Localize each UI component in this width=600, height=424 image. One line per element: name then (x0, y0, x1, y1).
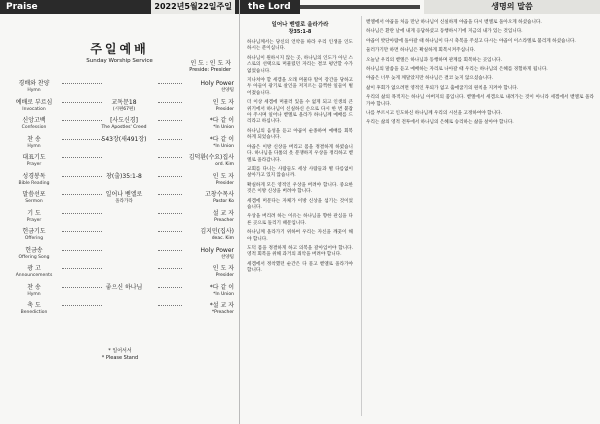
order-leader (189, 154, 234, 168)
leader-dots (158, 250, 182, 251)
order-leader-main: 인 도 자 (212, 265, 234, 272)
header-stripe (300, 5, 420, 9)
order-label-ko: 기 도 (27, 209, 41, 217)
sermon-paragraph: 하나님이 원하시지 않는 곳, 하나님의 인도가 아닌 스스로의 선택으로 머물렀던 자리는 결코 평안할 수가 없었습니다. (247, 55, 353, 74)
order-leader-main: 인 도 자 (212, 98, 234, 106)
order-leader-main: Holy Power (200, 246, 234, 254)
order-leader (213, 173, 234, 187)
order-label-ko: 헌금기도 (22, 228, 46, 235)
sermon-reference: 창35:1-8 (288, 29, 312, 35)
order-row (4, 228, 236, 247)
leader-dots (158, 139, 182, 140)
officiant (189, 60, 231, 74)
order-leader-main: *다 같 이 (209, 117, 234, 124)
order-label-ko: 신앙고백 (22, 117, 46, 124)
order-label (4, 247, 64, 261)
order-leader-main: Holy Power (200, 80, 234, 87)
order-label (4, 173, 64, 187)
sermon-paragraph: 야곱이 밧단아람에 돌아갈 때 하나님이 다시 축복을 주셨고 다시는 야곱이 이스라엘로 불리게 하셨습니다. (366, 38, 576, 44)
order-detail-main: [사도신경] (110, 117, 138, 124)
leader-dots (158, 194, 182, 195)
order-leader-en: Preacher (214, 217, 234, 223)
order-row (4, 154, 236, 173)
order-label-ko: 대표기도 (22, 154, 46, 161)
sermon-paragraph: 우리는 삶의 영적 전투에서 하나님의 은혜로 승리하는 삶을 살아야 합니다. (366, 120, 514, 126)
leader-dots (158, 287, 182, 288)
stand-note-ko: * 일어서서 (108, 348, 132, 354)
order-label-ko: 경배와 찬양 (18, 80, 50, 87)
sermon-title: 일어나 벧엘로 올라가라 (271, 22, 329, 28)
leader-dots (158, 176, 182, 177)
stand-note (0, 348, 240, 362)
leader-dots (62, 268, 102, 269)
order-leader-main: *다 같 이 (209, 283, 234, 291)
order-leader (213, 265, 234, 279)
order-label-en: Hymn (27, 143, 41, 149)
order-leader-en: Pastor Ko (213, 199, 234, 204)
order-label-ko: 광 고 (27, 265, 41, 272)
leader-dots (158, 120, 182, 121)
order-label-en: Prayer (26, 217, 42, 223)
praise-tag: Praise (6, 2, 38, 12)
order-leader (210, 302, 234, 316)
sermon-paragraph: 우상을 버리려 하는 이유는 하나님을 향한 관심을 다른 곳으로 돌리기 때문입니다. (247, 214, 353, 226)
leader-dots (62, 83, 102, 84)
order-leader-en: ord. Kim (215, 162, 234, 167)
sermon-paragraph: 더 이상 세겜에 머물러 있을 수 없게 되고 인생의 큰 위기에서 하나님이 신실하신 손으로 다시 한 번 붙잡아 주시며 일어나 벧엘로 올라가 하나님께 예배를 드리라고 하십니다. (247, 100, 353, 125)
leader-dots (158, 231, 182, 232)
order-row (4, 173, 236, 192)
order-label-ko: 축 도 (27, 302, 41, 309)
order-row (4, 210, 236, 229)
order-leader-en: *In Union (213, 143, 234, 149)
order-leader-en: Presider (215, 106, 234, 112)
order-leader (213, 99, 234, 113)
order-of-service (4, 80, 236, 321)
sermon-paragraph: 도덕 몸을 정결하게 하고 의복을 갈아입어야 합니다. 영적 회복을 위해 과거의 죄악을 버려야 합니다. (247, 245, 353, 258)
sermon-paragraph: 오늘날 우리의 벧엘은 하나님과 동행하며 관계를 회복하는 곳입니다. (366, 57, 502, 63)
order-row (4, 302, 236, 321)
order-leader (210, 136, 234, 150)
order-label (4, 302, 64, 316)
order-label-en: Prayer (26, 162, 42, 167)
order-label-en: Hymn (27, 88, 41, 93)
leader-dots (62, 231, 102, 232)
order-leader-en: 찬양팀 (220, 254, 234, 260)
leader-dots (62, 305, 102, 306)
order-label-ko: 성경봉독 (22, 172, 46, 180)
sermon-paragraph: 하나님의 음성을 듣고 야곱이 순종하여 예배를 회복하게 되었습니다. (247, 128, 353, 141)
order-detail-sub: 올라가라 (115, 199, 133, 204)
order-label-en: Bible Reading (18, 180, 50, 186)
sermon-paragraph: 야곱은 이방 신상을 버리고 몸을 정결하게 하였습니다. 하나님을 다툼의 옷 분쟁하지 우상을 정리하고 벧엘로 올라갑니다. (247, 144, 353, 163)
order-label (4, 284, 64, 298)
order-label (4, 265, 64, 279)
order-label-en: Announcements (15, 273, 53, 278)
order-detail-sub: The Apostles' Creed (101, 125, 147, 130)
worship-title: 주일예배 (90, 42, 149, 56)
leader-dots (158, 157, 182, 158)
order-leader-en: *In Union (213, 291, 234, 297)
sermon-paragraph: 세겜에서 정착했던 순간은 다 묻고 벧엘로 올라가야 합니다. (247, 261, 353, 274)
order-detail (86, 99, 162, 113)
officiant-label: 인 도 : 인 도 자 (190, 60, 231, 67)
order-label (4, 210, 64, 224)
order-label (4, 99, 64, 113)
order-leader (200, 228, 234, 242)
order-leader (201, 80, 234, 94)
order-leader-en: *In Union (213, 125, 234, 130)
sermon-paragraph: 확실하게 모든 영적인 우상을 버려야 합니다. 중요한 것은 이방 신상을 버려야 합니다. (247, 182, 353, 195)
sermon-paragraph: 하나님께 올라가기 위하여 우리는 자신을 깨끗이 해야 합니다. (247, 230, 353, 242)
order-leader (205, 191, 234, 205)
order-row (4, 117, 236, 136)
order-label-ko: 예배로 부르심 (15, 98, 53, 106)
order-detail-main: 일어나 벧엘로 (105, 191, 143, 198)
sermon-paragraph: 벧엘에서 야곱을 처음 만난 하나님이 신실하게 야곱을 다시 벧엘로 돌아오게 하셨습니다. (366, 20, 542, 25)
order-leader-en: Presider (215, 180, 234, 186)
sermon-paragraph: 하나님께서는 당신의 언약을 따라 우리 인생을 인도하시는 분이십니다. (247, 40, 353, 52)
order-leader-en: Presider (215, 273, 234, 278)
order-detail (86, 173, 162, 180)
order-label-ko: 찬 송 (27, 283, 41, 291)
order-label (4, 191, 64, 205)
order-row (4, 247, 236, 266)
message-title: 생명의 말씀 (424, 0, 600, 14)
order-row (4, 99, 236, 118)
order-label (4, 80, 64, 94)
order-label-en: Offering Song (18, 254, 50, 260)
order-label-ko: 찬 송 (27, 135, 41, 143)
order-leader-main: *다 같 이 (209, 135, 234, 143)
order-detail (86, 136, 162, 143)
leader-dots (62, 250, 102, 251)
lord-tag: the Lord (240, 0, 300, 14)
sermon-paragraph: 나를 부르시고 인도하신 하나님께 우리의 시선을 고정하여야 합니다. (366, 111, 502, 117)
sermon-paragraph: 지나쳐야 할 세겜을 오래 머물다 딸이 강간을 당하고 두 아들이 광기로 살인을 저지르는 끔찍한 일들이 벌어졌습니다. (247, 78, 353, 96)
left-header-band (0, 0, 239, 14)
order-detail-main: 543장(새491장) (101, 135, 147, 143)
sermon-column-right (366, 20, 594, 130)
order-row (4, 191, 236, 210)
sermon-column-left (247, 22, 353, 278)
order-leader (213, 210, 234, 224)
order-leader-en: deac. Kim (211, 236, 234, 241)
leader-dots (158, 102, 182, 103)
sermon-paragraph: 야곱은 너무 늦게 깨달았지만 하나님은 결코 늦지 않으셨습니다. (366, 76, 494, 82)
order-leader (210, 284, 234, 298)
sermon-paragraph: 삶이 후회가 없으려면 영적인 후퇴가 없고 출애굽기의 원칙을 지켜야 합니다. (366, 85, 519, 91)
stand-note-en: * Please Stand (101, 355, 139, 361)
order-leader-en: *Preacher (211, 310, 234, 315)
order-label-ko: 말씀선포 (22, 191, 46, 198)
order-detail-main: 교독문18 (111, 98, 137, 106)
sermon-paragraph: 하나님의 말씀을 듣고 예배하는 자리로 나아갈 때 우리는 하나님의 은혜를 경험하게 됩니다. (366, 67, 548, 73)
order-label-en: Offering (24, 236, 44, 241)
order-leader (210, 117, 234, 131)
order-row (4, 80, 236, 99)
order-detail (86, 284, 162, 291)
order-leader-en: 찬양팀 (220, 88, 234, 93)
sermon-paragraph: 교회를 다니는 사람들도 세상 사람들과 별 다름없이 살아가고 있지 않습니까. (247, 166, 353, 179)
order-detail-main: 창(출)35:1-8 (106, 172, 142, 180)
order-detail (86, 117, 162, 131)
right-header-band (240, 0, 600, 14)
leader-dots (62, 157, 102, 158)
order-label-en: Hymn (27, 291, 41, 297)
sermon-left-paragraphs (247, 40, 353, 275)
leader-dots (158, 268, 182, 269)
order-label-en: Benediction (20, 310, 48, 315)
order-leader-main: 김덕환(수요)집사 (188, 154, 234, 161)
sermon-paragraph: 우리의 삶의 목적지는 하나님 아버지의 품입니다. 벧엘에서 세겜으로 내려가는 것이 아니라 세겜에서 벧엘로 올라가야 합니다. (366, 95, 594, 107)
worship-subtitle: Sunday Worship Service (86, 58, 153, 64)
sermon-paragraph: 하나님은 환란 날에 내게 응답하셨고 동행하시기에 지금의 내가 있는 것입니다. (366, 29, 523, 35)
order-row (4, 136, 236, 155)
order-leader-main: 인 도 자 (212, 172, 234, 180)
officiant-en: Preside: Presider (189, 67, 231, 73)
order-leader (201, 247, 234, 261)
order-label-ko: 헌금송 (25, 246, 43, 254)
leader-dots (158, 83, 182, 84)
column-divider (361, 16, 362, 416)
order-label-en: Sermon (25, 199, 43, 204)
order-leader-main: *설 교 자 (209, 302, 234, 309)
order-leader-main: 고창수목사 (205, 191, 234, 198)
order-label (4, 136, 64, 150)
leader-dots (158, 213, 182, 214)
order-row (4, 284, 236, 303)
order-detail-sub: (시편67편) (112, 106, 136, 112)
order-label-en: Invocation (22, 106, 46, 112)
order-label (4, 117, 64, 131)
order-label (4, 228, 64, 242)
leader-dots (158, 305, 182, 306)
worship-order-panel (0, 0, 240, 424)
sermon-paragraph: 둘러가기만 하면 하나님은 확실하게 회복시켜주십니다. (366, 48, 476, 54)
order-label (4, 154, 64, 168)
service-date: 2022년5월22일주일 (151, 0, 235, 14)
order-leader-main: 설 교 자 (212, 209, 234, 217)
order-row (4, 265, 236, 284)
order-detail-main: 좋으신 하나님 (105, 283, 143, 291)
sermon-paragraph: 세겜에 머문다는 자체가 이방 신상을 섬기는 것이었습니다. (247, 198, 353, 210)
order-label-en: Confession (21, 125, 47, 130)
order-leader-main: 김지민(집사) (200, 228, 234, 235)
leader-dots (62, 213, 102, 214)
order-detail (86, 191, 162, 205)
